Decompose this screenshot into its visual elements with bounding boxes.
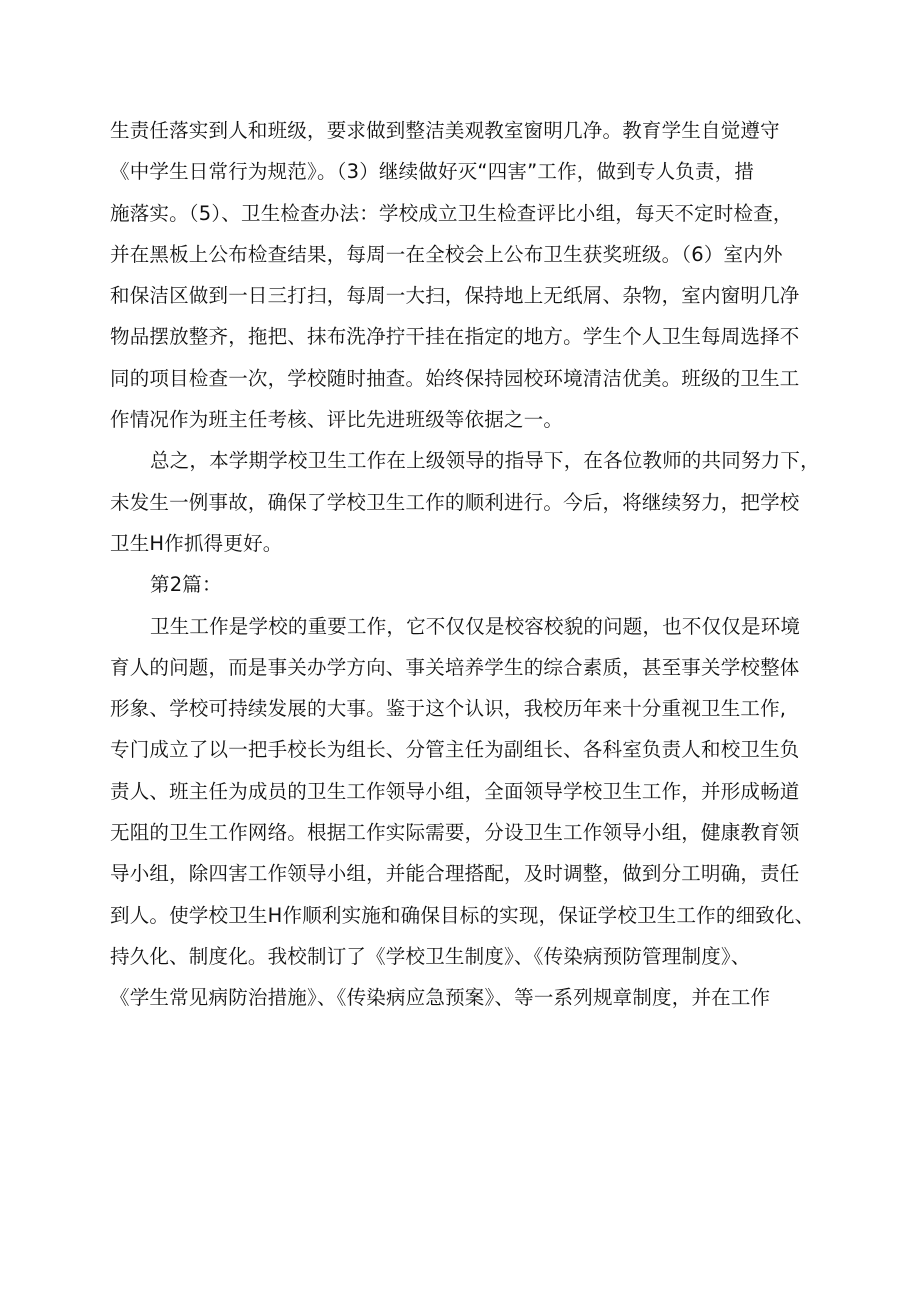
text-line: 形象、学校可持续发展的大事。鉴于这个认识，我校历年来十分重视卫生工作, [110, 697, 787, 721]
text-line: 专门成立了以一把手校长为组长、分管主任为副组长、各科室负责人和校卫生负 [110, 738, 800, 762]
document-body [110, 110, 820, 1019]
text-line: 卫生H作抓得更好。 [110, 531, 283, 555]
text-line: 作情况作为班主任考核、评比先进班级等依据之一。 [110, 408, 564, 432]
text-line: 施落实。（5）、卫生检查办法：学校成立卫生检查评比小组，每天不定时检查， [110, 201, 793, 225]
paragraph-summary [110, 440, 820, 564]
text-line: 责人、班主任为成员的卫生工作领导小组，全面领导学校卫生工作，并形成畅道 [110, 779, 800, 803]
text-line: 物品摆放整齐，拖把、抹布洗净拧干挂在指定的地方。学生个人卫生每周选择不 [110, 325, 800, 349]
text-line: 持久化、制度化。我校制订了《学校卫生制度》、《传染病预防管理制度》、 [110, 944, 751, 968]
text-line: 未发生一例事故，确保了学校卫生工作的顺利进行。今后，将继续努力，把学校 [110, 490, 800, 514]
section-heading [110, 564, 820, 605]
text-line: 《中学生日常行为规范》。（3）继续做好灭“四害”工作，做到专人负责，措 [110, 160, 755, 184]
paragraph-section-2 [110, 606, 820, 1019]
text-line: 到人。使学校卫生H作顺利实施和确保目标的实现，保证学校卫生工作的细致化、 [110, 903, 815, 927]
paragraph-continued [110, 110, 820, 440]
text-line: 无阻的卫生工作网络。根据工作实际需要，分设卫生工作领导小组，健康教育领 [110, 821, 800, 845]
text-line: 同的项目检查一次，学校随时抽查。始终保持园校环境清洁优美。班级的卫生工 [110, 366, 800, 390]
text-line: 和保洁区做到一日三打扫，每周一大扫，保持地上无纸屑、杂物，室内窗明几净 [110, 284, 800, 308]
text-line: 导小组，除四害工作领导小组，并能合理搭配，及时调整，做到分工明确，责任 [110, 862, 800, 886]
text-line: 《学生常见病防治措施》、《传染病应急预案》、等一系列规章制度，并在工作 [110, 986, 771, 1010]
text-line: 卫生工作是学校的重要工作，它不仅仅是校容校貌的问题，也不仅仅是环境 [150, 614, 801, 638]
text-line: 生责任落实到人和班级，要求做到整洁美观教室窗明几净。教育学生自觉遵守 [110, 119, 780, 142]
text-line: 并在黑板上公布检查结果，每周一在全校会上公布卫生获奖班级。（6）室内外 [110, 242, 783, 266]
text-line: 育人的问题，而是事关办学方向、事关培养学生的综合素质，甚至事关学校整体 [110, 655, 800, 679]
section-heading-text: 第2篇： [150, 573, 222, 597]
text-line: 总之，本学期学校卫生工作在上级领导的指导下，在各位教师的共同努力下， [150, 449, 820, 473]
